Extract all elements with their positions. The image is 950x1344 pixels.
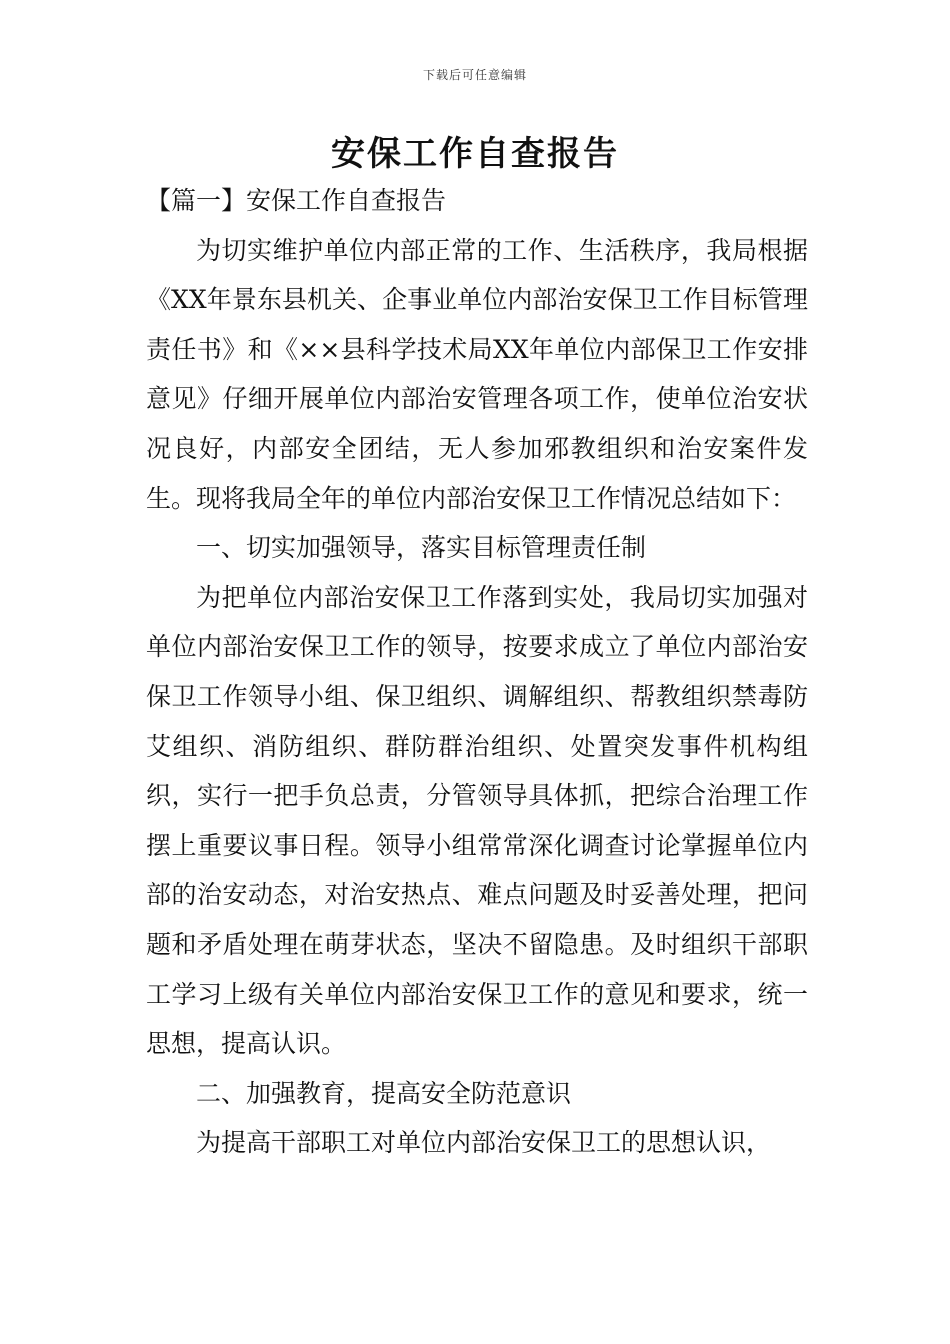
subheading-leadership: 一、切实加强领导，落实目标管理责任制 [196,533,647,563]
paragraph-intro: 为切实维护单位内部正常的工作、生活秩序，我局根据《XX年景东县机关、企事业单位内部治安保卫工作目标管理责任书》和《××县科学技术局XX年单位内部保卫工作安排意见》仔细开展单位内部治安管理各项工作，使单位治安状况良好，内部安全团结，无人参加邪教组织和治安案件发生。现将我局全年的单位内部治安保卫工作情况总结如下： [146,235,808,513]
section-heading: 【篇一】安保工作自查报告 [146,186,447,215]
document-body [146,176,808,1168]
header-note: 下载后可任意编辑 [422,68,527,82]
paragraph-leadership: 为把单位内部治安保卫工作落到实处，我局切实加强对单位内部治安保卫工作的领导，按要求成立了单位内部治安保卫工作领导小组、保卫组织、调解组织、帮教组织禁毒防艾组织、消防组织、群防群治组织、处置突发事件机构组织，实行一把手负总责，分管领导具体抓，把综合治理工作摆上重要议事日程。领导小组常常深化调查讨论掌握单位内部的治安动态，对治安热点、难点问题及时妥善处理，把问题和矛盾处理在萌芽状态，坚决不留隐患。及时组织干部职工学习上级有关单位内部治安保卫工作的意见和要求，统一思想，提高认识。 [146,582,808,1059]
paragraph-education: 为提高干部职工对单位内部治安保卫工的思想认识， [196,1128,772,1158]
subheading-education: 二、加强教育，提高安全防范意识 [196,1078,572,1108]
document-title: 安保工作自查报告 [331,134,619,174]
